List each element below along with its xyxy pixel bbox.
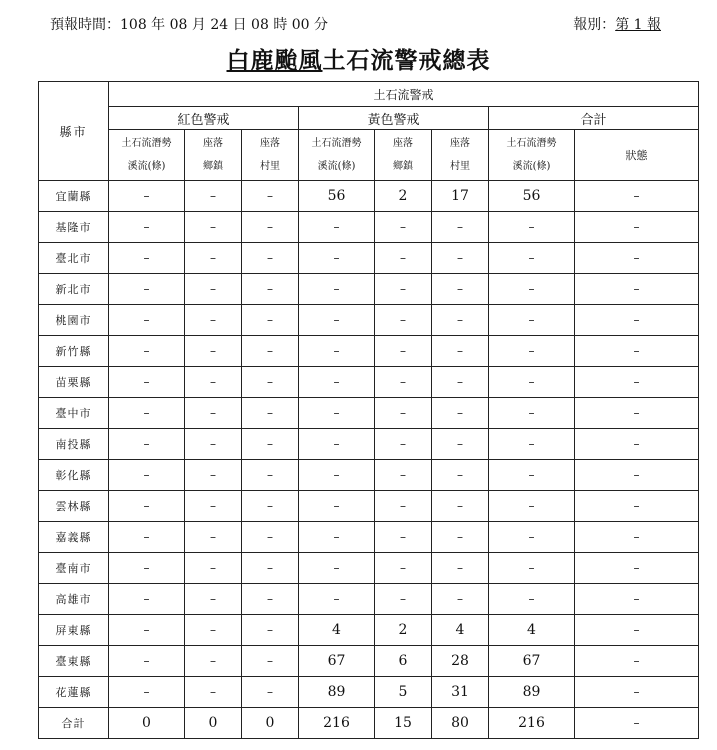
total-header: 合計 — [489, 107, 699, 130]
status-header: 狀態 — [575, 130, 699, 181]
yellow-villages-cell: 17 — [432, 181, 489, 212]
red-towns-cell: – — [185, 429, 242, 460]
yellow-villages-cell: – — [432, 429, 489, 460]
issue-time-label: 預報時間： — [50, 17, 120, 33]
table-row — [39, 336, 699, 367]
yellow-streams-cell: – — [299, 274, 375, 305]
red-streams-cell: – — [109, 367, 185, 398]
red-streams-cell: – — [109, 336, 185, 367]
status-cell: – — [575, 615, 699, 646]
yellow-streams-cell: – — [299, 553, 375, 584]
red-streams-header: 土石流潛勢 溪流(條) — [109, 130, 185, 181]
yellow-villages-cell: – — [432, 460, 489, 491]
red-villages-cell: – — [242, 677, 299, 708]
red-towns-cell: – — [185, 615, 242, 646]
county-cell: 新北市 — [39, 274, 109, 305]
yellow-villages-cell: – — [432, 305, 489, 336]
table-row — [39, 181, 699, 212]
total-streams-cell: – — [489, 429, 575, 460]
yellow-streams-cell: – — [299, 305, 375, 336]
red-villages-header: 座落 村里 — [242, 130, 299, 181]
yellow-towns-header: 座落 鄉鎮 — [375, 130, 432, 181]
total-streams-cell: – — [489, 336, 575, 367]
yellow-towns-cell: – — [375, 274, 432, 305]
county-cell: 臺南市 — [39, 553, 109, 584]
report-header — [0, 12, 717, 34]
red-towns-cell: – — [185, 243, 242, 274]
title-rest: 土石流警戒總表 — [322, 47, 491, 74]
yellow-streams-cell: – — [299, 491, 375, 522]
red-villages-cell: – — [242, 336, 299, 367]
red-towns-cell: – — [185, 460, 242, 491]
red-villages-cell: – — [242, 398, 299, 429]
yellow-towns-cell: – — [375, 522, 432, 553]
total-streams-cell: – — [489, 305, 575, 336]
red-streams-cell: – — [109, 243, 185, 274]
yellow-towns-cell: – — [375, 398, 432, 429]
report-number — [573, 14, 661, 34]
red-towns-cell: – — [185, 367, 242, 398]
red-streams-cell: – — [109, 522, 185, 553]
total-streams-cell: – — [489, 367, 575, 398]
issue-time-value: 108 年 08 月 24 日 08 時 00 分 — [120, 17, 329, 33]
yellow-villages-cell: – — [432, 553, 489, 584]
yellow-villages-cell: – — [432, 491, 489, 522]
typhoon-name: 白鹿颱風 — [226, 47, 323, 74]
red-towns-cell: – — [185, 491, 242, 522]
status-cell: – — [575, 181, 699, 212]
red-villages-cell: – — [242, 367, 299, 398]
red-towns-cell: 0 — [185, 708, 242, 739]
yellow-towns-cell: – — [375, 367, 432, 398]
red-streams-cell: – — [109, 181, 185, 212]
table-row — [39, 677, 699, 708]
red-villages-cell: – — [242, 460, 299, 491]
status-cell: – — [575, 553, 699, 584]
yellow-villages-cell: – — [432, 398, 489, 429]
table-row — [39, 460, 699, 491]
red-towns-header: 座落 鄉鎮 — [185, 130, 242, 181]
table-row — [39, 243, 699, 274]
table-row — [39, 553, 699, 584]
status-cell: – — [575, 243, 699, 274]
table-row — [39, 274, 699, 305]
status-cell: – — [575, 367, 699, 398]
red-streams-cell: – — [109, 305, 185, 336]
yellow-villages-cell: – — [432, 522, 489, 553]
status-cell: – — [575, 212, 699, 243]
table-row — [39, 491, 699, 522]
total-streams-cell: – — [489, 460, 575, 491]
red-streams-cell: – — [109, 274, 185, 305]
table-row — [39, 646, 699, 677]
red-towns-cell: – — [185, 305, 242, 336]
county-cell: 彰化縣 — [39, 460, 109, 491]
county-cell: 高雄市 — [39, 584, 109, 615]
red-streams-cell: – — [109, 584, 185, 615]
yellow-villages-cell: – — [432, 243, 489, 274]
red-streams-cell: – — [109, 646, 185, 677]
status-cell: – — [575, 522, 699, 553]
yellow-villages-cell: 80 — [432, 708, 489, 739]
red-streams-cell: – — [109, 553, 185, 584]
table-body — [39, 181, 699, 739]
red-towns-cell: – — [185, 212, 242, 243]
total-streams-cell: 89 — [489, 677, 575, 708]
yellow-streams-cell: – — [299, 243, 375, 274]
yellow-streams-cell: 4 — [299, 615, 375, 646]
yellow-towns-cell: – — [375, 553, 432, 584]
yellow-towns-cell: 6 — [375, 646, 432, 677]
status-cell: – — [575, 677, 699, 708]
total-streams-cell: – — [489, 274, 575, 305]
yellow-towns-cell: – — [375, 460, 432, 491]
debris-flow-warning-table — [38, 81, 699, 739]
county-cell: 屏東縣 — [39, 615, 109, 646]
table-row — [39, 615, 699, 646]
red-towns-cell: – — [185, 522, 242, 553]
status-cell: – — [575, 398, 699, 429]
yellow-towns-cell: – — [375, 212, 432, 243]
county-cell: 雲林縣 — [39, 491, 109, 522]
report-label: 報別： — [573, 17, 616, 33]
yellow-villages-cell: 28 — [432, 646, 489, 677]
total-streams-cell: 56 — [489, 181, 575, 212]
total-streams-cell: 216 — [489, 708, 575, 739]
county-cell: 臺東縣 — [39, 646, 109, 677]
county-cell: 新竹縣 — [39, 336, 109, 367]
total-streams-cell: – — [489, 553, 575, 584]
table-row — [39, 429, 699, 460]
red-villages-cell: – — [242, 305, 299, 336]
status-cell: – — [575, 460, 699, 491]
table-row — [39, 212, 699, 243]
yellow-villages-cell: 4 — [432, 615, 489, 646]
red-streams-cell: – — [109, 398, 185, 429]
table-row — [39, 584, 699, 615]
status-cell: – — [575, 429, 699, 460]
red-streams-cell: – — [109, 615, 185, 646]
status-cell: – — [575, 336, 699, 367]
yellow-streams-cell: – — [299, 460, 375, 491]
total-streams-cell: – — [489, 243, 575, 274]
red-villages-cell: – — [242, 522, 299, 553]
table-row — [39, 398, 699, 429]
red-villages-cell: – — [242, 274, 299, 305]
red-villages-cell: – — [242, 491, 299, 522]
yellow-streams-cell: – — [299, 584, 375, 615]
status-cell: – — [575, 274, 699, 305]
red-towns-cell: – — [185, 646, 242, 677]
yellow-villages-cell: – — [432, 274, 489, 305]
red-towns-cell: – — [185, 336, 242, 367]
total-streams-cell: – — [489, 212, 575, 243]
total-streams-header: 土石流潛勢 溪流(條) — [489, 130, 575, 181]
red-villages-cell: – — [242, 243, 299, 274]
yellow-villages-cell: – — [432, 367, 489, 398]
red-streams-cell: – — [109, 460, 185, 491]
report-number-value: 第 1 報 — [615, 17, 661, 33]
yellow-streams-header: 土石流潛勢 溪流(條) — [299, 130, 375, 181]
yellow-towns-cell: – — [375, 336, 432, 367]
debris-flow-warning-header: 土石流警戒 — [109, 82, 699, 107]
yellow-towns-cell: 2 — [375, 615, 432, 646]
page-title — [0, 42, 717, 75]
yellow-streams-cell: 89 — [299, 677, 375, 708]
county-column-header: 縣市 — [39, 82, 109, 181]
yellow-villages-cell: – — [432, 336, 489, 367]
red-towns-cell: – — [185, 274, 242, 305]
yellow-villages-cell: – — [432, 584, 489, 615]
yellow-streams-cell: – — [299, 336, 375, 367]
red-streams-cell: 0 — [109, 708, 185, 739]
county-cell: 南投縣 — [39, 429, 109, 460]
table-row — [39, 305, 699, 336]
red-towns-cell: – — [185, 181, 242, 212]
red-villages-cell: – — [242, 553, 299, 584]
red-alert-header: 紅色警戒 — [109, 107, 299, 130]
yellow-streams-cell: – — [299, 522, 375, 553]
red-towns-cell: – — [185, 553, 242, 584]
table-row — [39, 708, 699, 739]
red-towns-cell: – — [185, 584, 242, 615]
table-row — [39, 522, 699, 553]
red-villages-cell: – — [242, 646, 299, 677]
county-cell: 基隆市 — [39, 212, 109, 243]
county-cell: 桃園市 — [39, 305, 109, 336]
county-cell: 苗栗縣 — [39, 367, 109, 398]
red-villages-cell: – — [242, 429, 299, 460]
red-villages-cell: 0 — [242, 708, 299, 739]
county-cell: 嘉義縣 — [39, 522, 109, 553]
yellow-towns-cell: – — [375, 584, 432, 615]
yellow-streams-cell: 56 — [299, 181, 375, 212]
yellow-streams-cell: 216 — [299, 708, 375, 739]
yellow-alert-header: 黃色警戒 — [299, 107, 489, 130]
yellow-towns-cell: 5 — [375, 677, 432, 708]
status-cell: – — [575, 305, 699, 336]
yellow-streams-cell: – — [299, 398, 375, 429]
status-cell: – — [575, 584, 699, 615]
total-streams-cell: – — [489, 491, 575, 522]
red-streams-cell: – — [109, 212, 185, 243]
yellow-towns-cell: 2 — [375, 181, 432, 212]
red-towns-cell: – — [185, 677, 242, 708]
table-row — [39, 367, 699, 398]
status-cell: – — [575, 491, 699, 522]
yellow-towns-cell: – — [375, 491, 432, 522]
total-streams-cell: – — [489, 398, 575, 429]
issue-time — [50, 14, 328, 34]
yellow-streams-cell: – — [299, 212, 375, 243]
yellow-towns-cell: – — [375, 429, 432, 460]
yellow-towns-cell: – — [375, 305, 432, 336]
county-cell: 花蓮縣 — [39, 677, 109, 708]
county-cell: 合計 — [39, 708, 109, 739]
red-streams-cell: – — [109, 429, 185, 460]
yellow-towns-cell: 15 — [375, 708, 432, 739]
status-cell: – — [575, 708, 699, 739]
red-villages-cell: – — [242, 584, 299, 615]
red-villages-cell: – — [242, 615, 299, 646]
red-villages-cell: – — [242, 212, 299, 243]
yellow-streams-cell: – — [299, 429, 375, 460]
total-streams-cell: – — [489, 522, 575, 553]
red-streams-cell: – — [109, 491, 185, 522]
yellow-villages-header: 座落 村里 — [432, 130, 489, 181]
yellow-villages-cell: – — [432, 212, 489, 243]
red-streams-cell: – — [109, 677, 185, 708]
total-streams-cell: 4 — [489, 615, 575, 646]
yellow-towns-cell: – — [375, 243, 432, 274]
yellow-streams-cell: 67 — [299, 646, 375, 677]
yellow-villages-cell: 31 — [432, 677, 489, 708]
county-cell: 宜蘭縣 — [39, 181, 109, 212]
yellow-streams-cell: – — [299, 367, 375, 398]
red-towns-cell: – — [185, 398, 242, 429]
total-streams-cell: – — [489, 584, 575, 615]
county-cell: 臺中市 — [39, 398, 109, 429]
status-cell: – — [575, 646, 699, 677]
county-cell: 臺北市 — [39, 243, 109, 274]
red-villages-cell: – — [242, 181, 299, 212]
total-streams-cell: 67 — [489, 646, 575, 677]
